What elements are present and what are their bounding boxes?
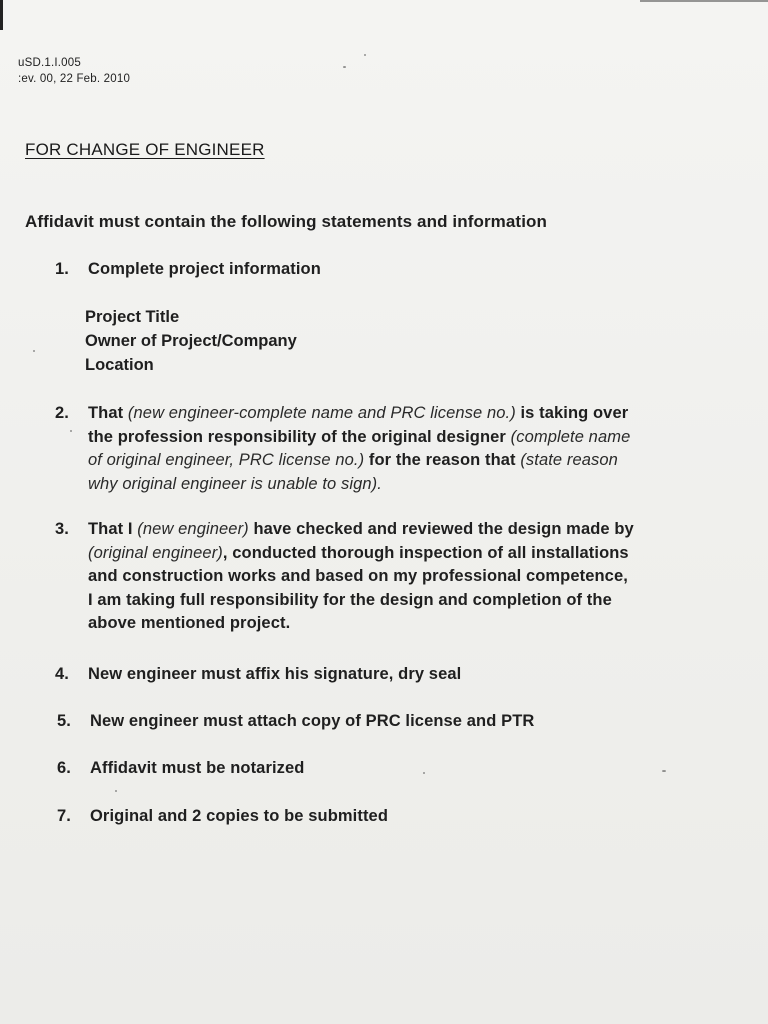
placeholder-text: of original engineer, PRC license no.) [88,451,365,469]
sub-item-owner: Owner of Project/Company [85,332,297,350]
scan-speck [33,350,35,352]
document-code-number: uSD.1.I.005 [18,57,81,69]
document-code [18,55,130,87]
list-item-text [88,402,630,496]
scan-speck [423,772,425,774]
statement-text: I am taking full responsibility for the design and completion of the [88,590,612,609]
scan-speck [70,430,72,432]
sub-item-location: Location [85,356,154,374]
statement-text: the profession responsibility of the original designer [88,427,511,446]
list-item-text: New engineer must attach copy of PRC license and PTR [90,712,535,730]
statement-text: , conducted thorough inspection of all installations [222,543,629,562]
list-item-number: 5. [57,712,71,730]
list-item-4 [55,663,735,687]
list-item-6 [57,757,737,781]
list-item-2 [55,402,745,498]
placeholder-text: (new engineer-complete name and PRC license no.) [127,404,516,422]
placeholder-text: why original engineer is unable to sign). [88,474,382,493]
list-item-7 [57,805,737,829]
list-item-number: 4. [55,665,69,683]
statement-text: is taking over [515,404,629,422]
statement-text: for the reason that [364,451,521,469]
statement-text: and construction works and based on my professional competence, [88,567,628,585]
statement-text: That [88,404,128,422]
list-item-text: Original and 2 copies to be submitted [90,807,388,825]
list-item-text: Complete project information [88,260,321,278]
document-revision: :ev. 00, 22 Feb. 2010 [18,73,131,85]
scan-edge-mark [0,0,3,30]
list-item-number: 7. [57,807,71,825]
statement-text: That I [88,520,138,538]
statement-text: above mentioned project. [88,614,291,632]
list-item-text: New engineer must affix his signature, dry seal [88,665,462,683]
list-item-5 [57,710,737,734]
list-item-text [88,518,634,636]
statement-text: have checked and reviewed the design made by [248,520,634,538]
sub-item-project-title: Project Title [85,308,180,326]
list-item-number: 2. [55,404,69,422]
placeholder-text: (original engineer) [88,543,223,562]
list-item-text: Affidavit must be notarized [90,759,305,777]
intro-statement: Affidavit must contain the following statements and information [25,212,547,231]
list-item-1 [55,258,735,282]
scan-speck [115,790,117,792]
scan-speck [364,54,366,56]
list-item-number: 3. [55,520,69,538]
document-heading: FOR CHANGE OF ENGINEER [25,140,265,159]
placeholder-text: (state reason [520,451,618,469]
placeholder-text: (new engineer) [137,520,249,538]
scan-speck [662,770,666,772]
scan-speck [343,66,346,68]
list-item-3 [55,518,745,638]
scan-edge-mark-top [640,0,768,2]
list-item-number: 6. [57,759,71,777]
list-item-number: 1. [55,260,69,278]
placeholder-text: (complete name [510,427,631,446]
